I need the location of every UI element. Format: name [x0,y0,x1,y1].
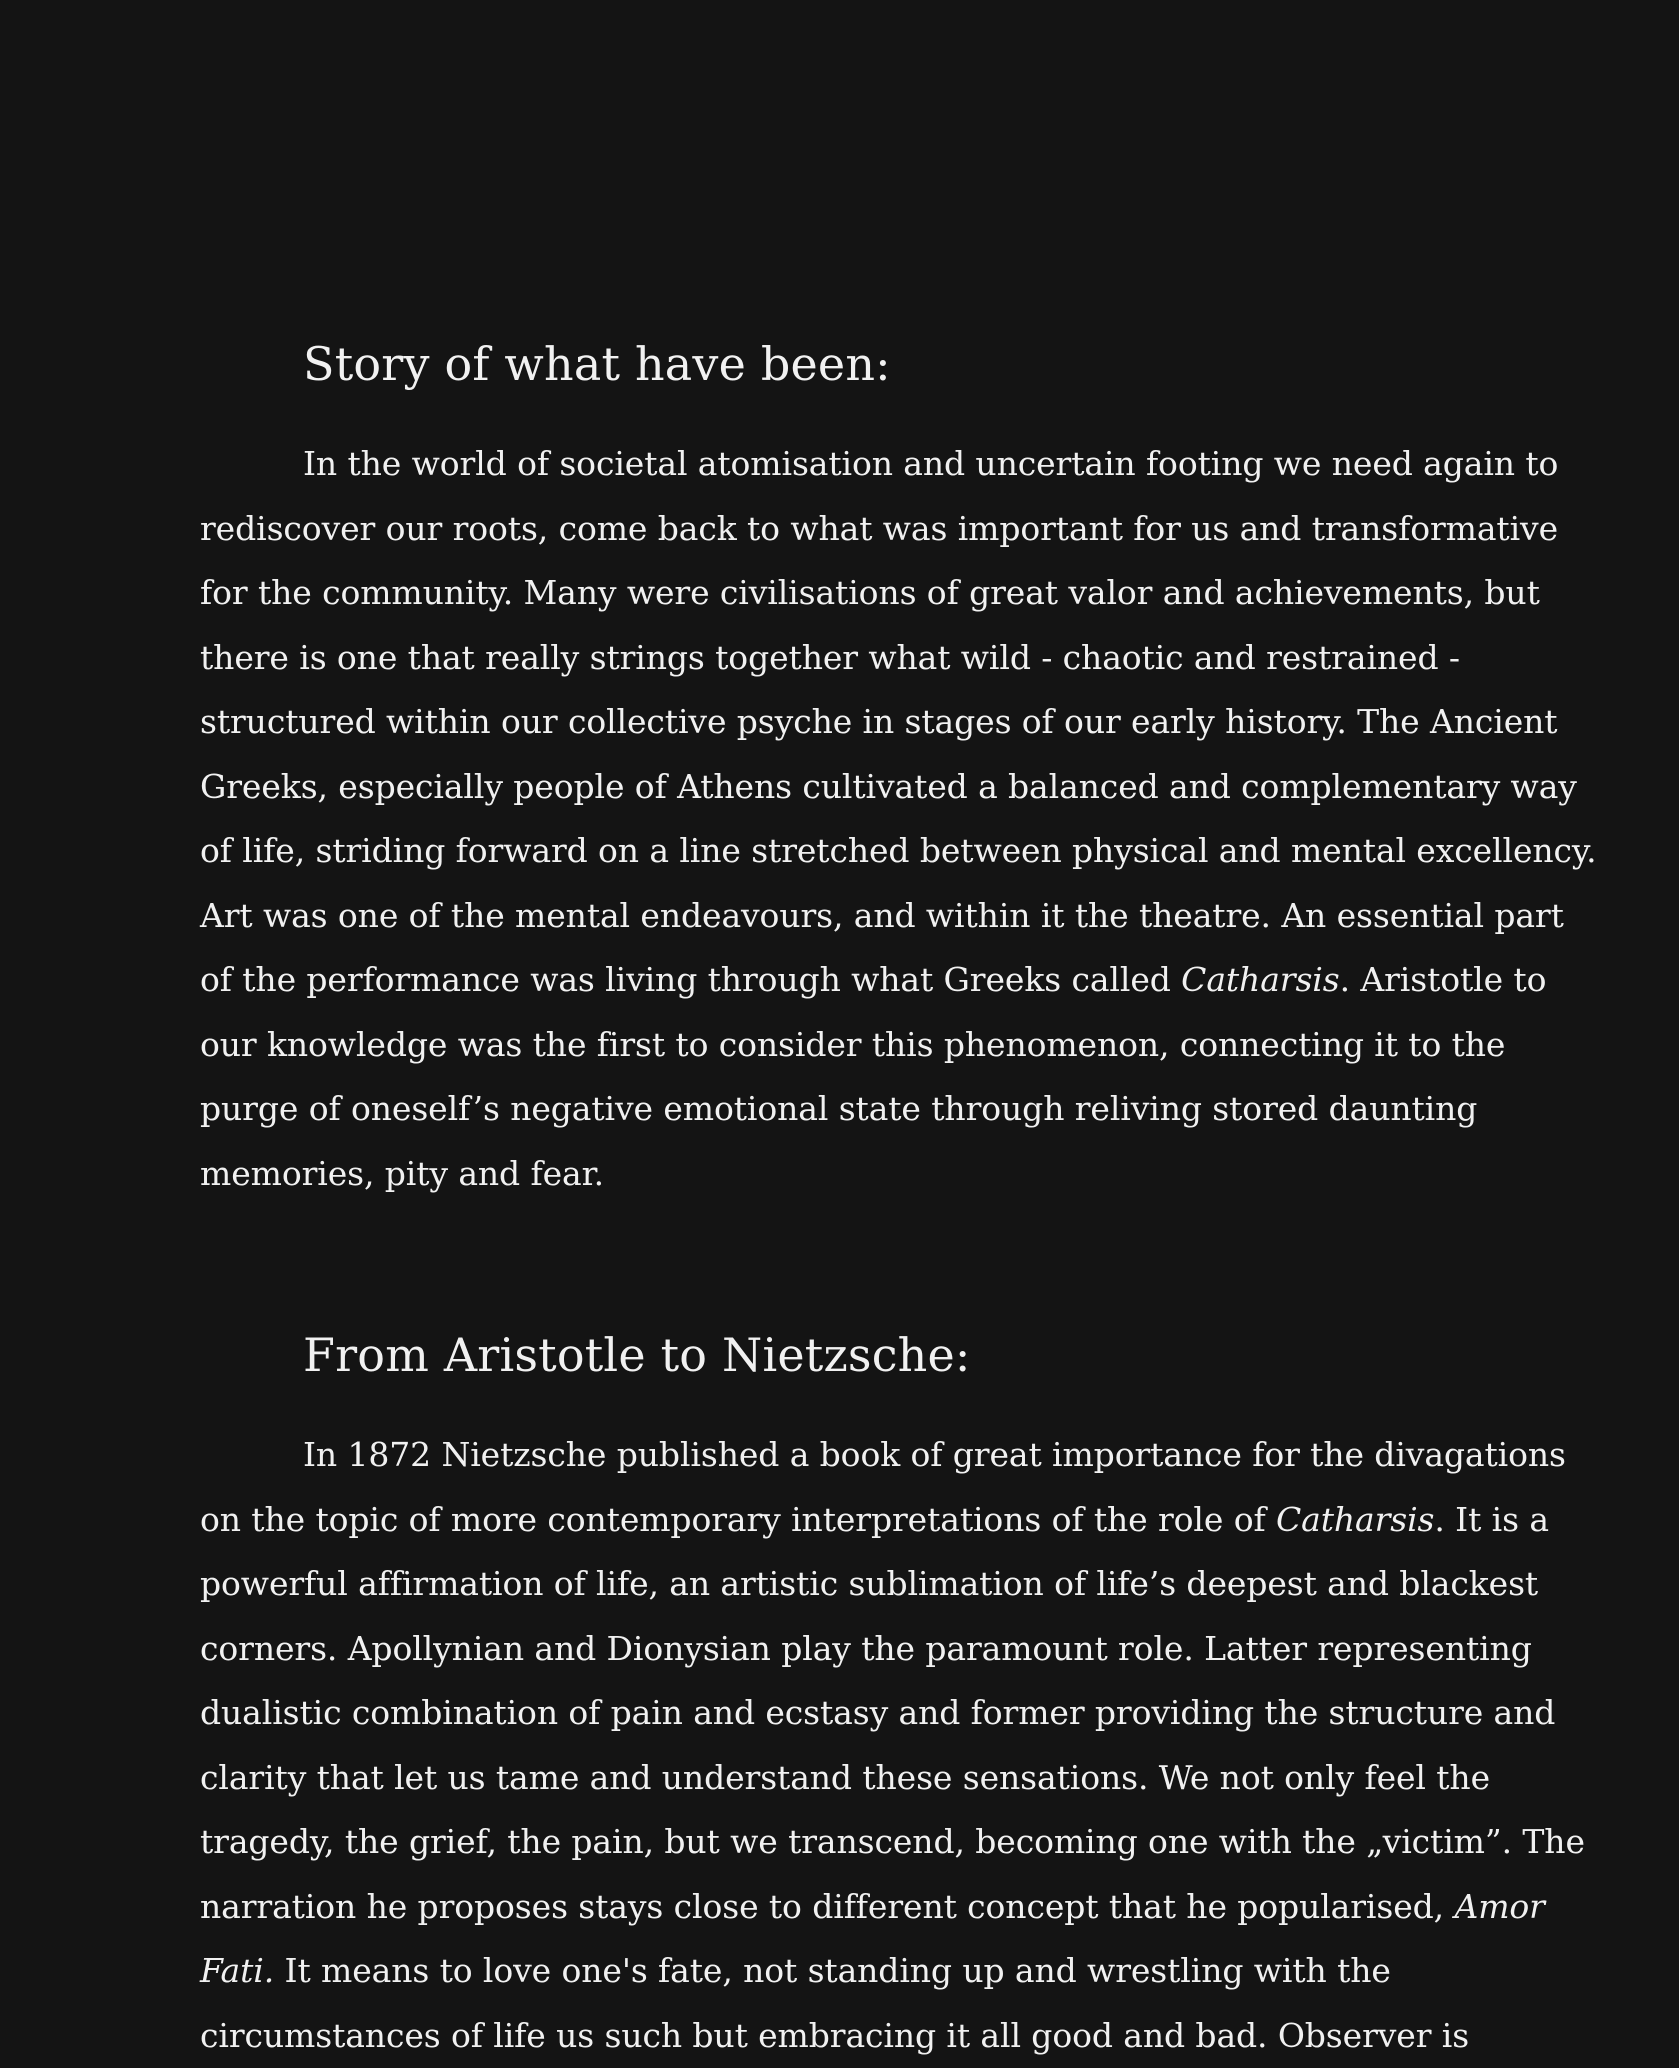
text-line [200,948,1490,1013]
text-line: dualistic combination of pain and ecstasy and former providing the structure and [200,1681,1490,1746]
text-line: there is one that really strings together what wild - chaotic and restrained - [200,626,1490,691]
text-span: narration he proposes stays close to different concept that he popularised, [200,1887,1454,1926]
text-line: corners. Apollynian and Dionysian play the paramount role. Latter representing [200,1617,1490,1682]
text-line [200,1939,1490,2004]
text-line: In the world of societal atomisation and uncertain footing we need again to [200,432,1490,497]
text-line: Greeks, especially people of Athens cultivated a balanced and complementary way [200,755,1490,820]
text-line: rediscover our roots, come back to what was important for us and transformative [200,497,1490,562]
text-span: on the topic of more contemporary interpretations of the role of [200,1500,1276,1539]
emphasis-fati: Fati. [200,1951,274,1990]
section-title-aristotle-nietzsche: From Aristotle to Nietzsche: [303,1327,971,1383]
section-body-story [200,432,1490,1206]
text-span: . Aristotle to [1340,960,1547,999]
section-title-story: Story of what have been: [303,336,891,392]
text-span: It means to love one's fate, not standing up and wrestling with the [274,1951,1391,1990]
text-line: structured within our collective psyche in stages of our early history. The Ancient [200,690,1490,755]
emphasis-catharsis: Catharsis [1276,1500,1434,1539]
text-line: Art was one of the mental endeavours, and within it the theatre. An essential part [200,884,1490,949]
text-line [200,1488,1490,1553]
text-line: circumstances of life us such but embracing it all good and bad. Observer is [200,2004,1490,2068]
text-line: clarity that let us tame and understand these sensations. We not only feel the [200,1746,1490,1811]
text-line: tragedy, the grief, the pain, but we transcend, becoming one with the „victim”. The [200,1810,1490,1875]
text-line: In 1872 Nietzsche published a book of great importance for the divagations [200,1423,1490,1488]
text-line: of life, striding forward on a line stretched between physical and mental excellency. [200,819,1490,884]
section-body-aristotle-nietzsche [200,1423,1490,2068]
text-span: of the performance was living through what Greeks called [200,960,1181,999]
text-line [200,1875,1490,1940]
text-line: our knowledge was the first to consider this phenomenon, connecting it to the [200,1013,1490,1078]
text-line: powerful affirmation of life, an artistic sublimation of life’s deepest and blackest [200,1552,1490,1617]
text-span: . It is a [1434,1500,1549,1539]
text-line: purge of oneself’s negative emotional state through reliving stored daunting [200,1077,1490,1142]
emphasis-amor: Amor [1454,1887,1544,1926]
emphasis-catharsis: Catharsis [1181,960,1339,999]
text-line: memories, pity and fear. [200,1142,1490,1207]
text-line: for the community. Many were civilisations of great valor and achievements, but [200,561,1490,626]
